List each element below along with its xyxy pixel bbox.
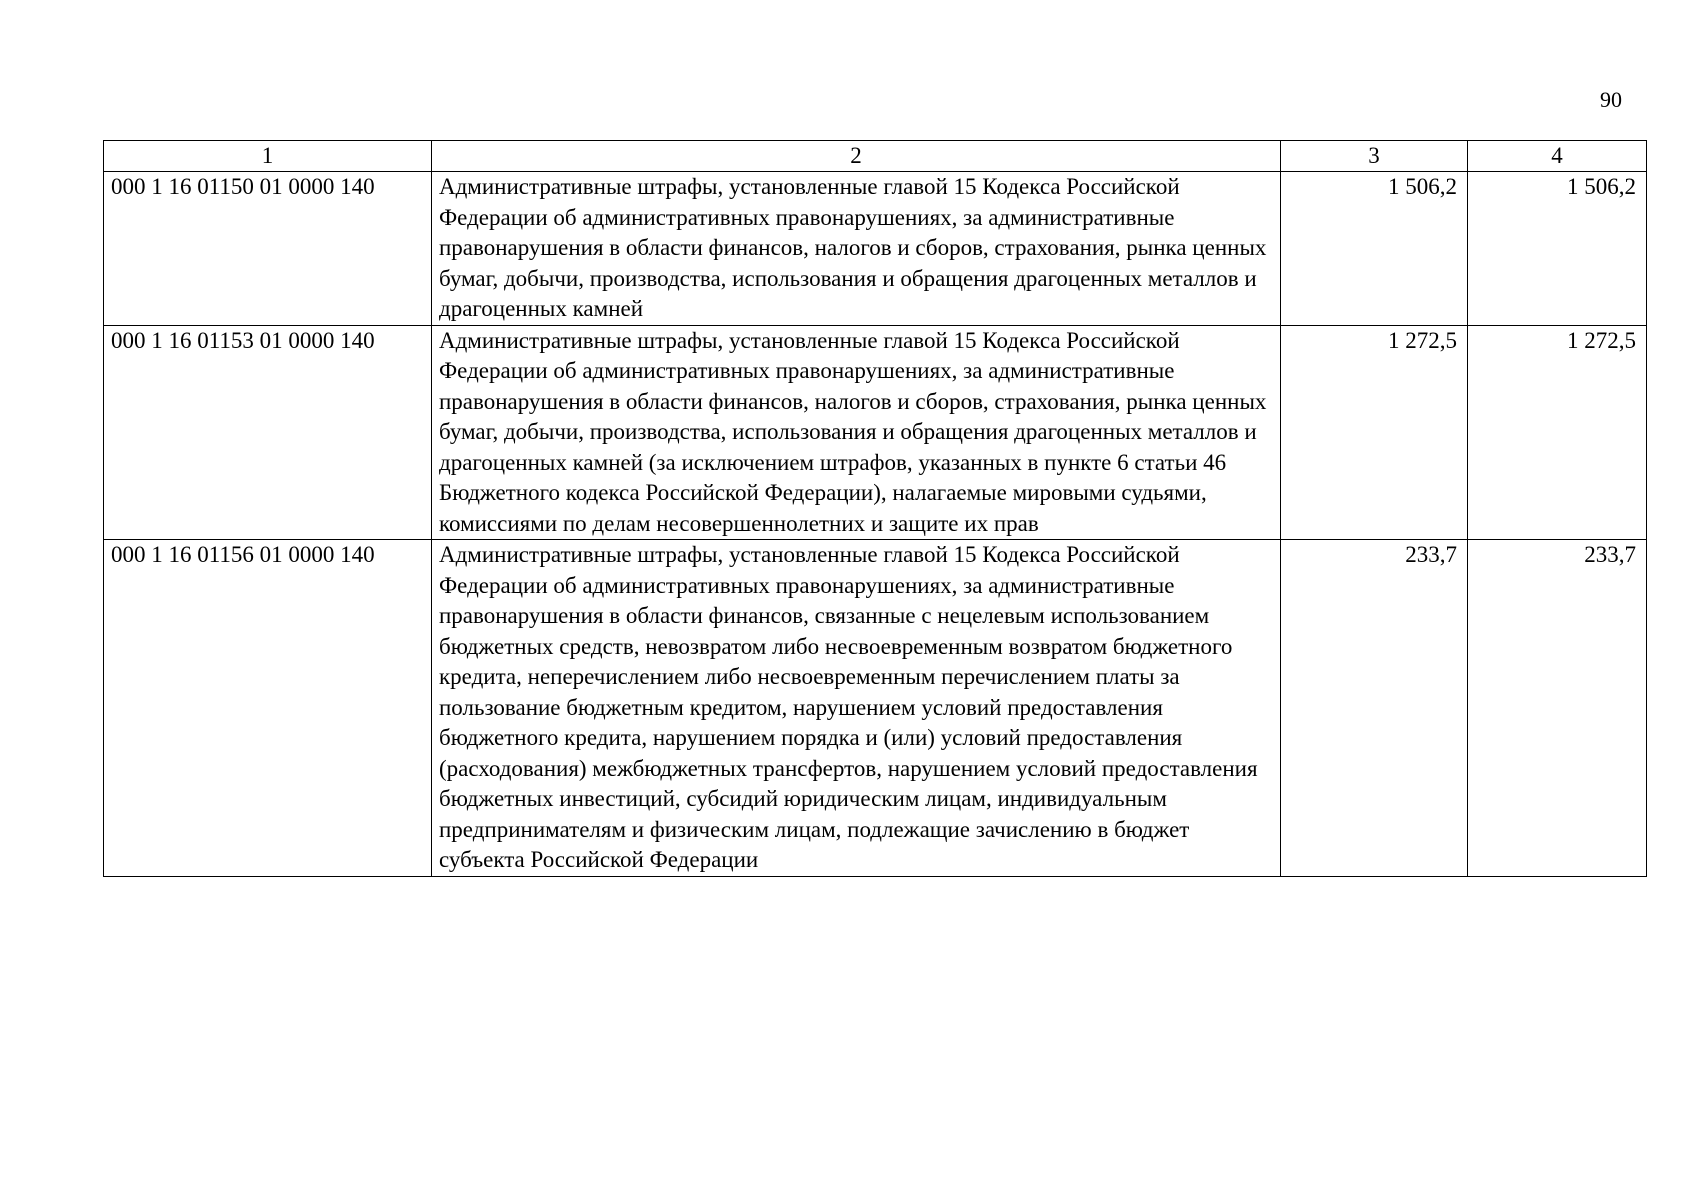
header-cell-name: 2 [432,141,1281,172]
header-cell-code: 1 [104,141,432,172]
revenue-name-cell: Административные штрафы, установленные главой 15 Кодекса Российской Федерации об административных правонарушениях, за административные правонарушения в области финансов, связанные с нецелевым использованием бюджетных средств, невозвратом либо несвоевременным возвратом бюджетного кредита, неперечислением либо несвоевременным перечислением платы за пользование бюджетным кредитом, нарушением условий предоставления бюджетного кредита, нарушением порядка и (или) условий предоставления (расходования) межбюджетных трансфертов, нарушением условий предоставления бюджетных инвестиций, субсидий юридическим лицам, индивидуальным предпринимателям и физическим лицам, подлежащие зачислению в бюджет субъекта Российской Федерации [432,540,1281,877]
value-column-3-cell: 1 272,5 [1281,325,1468,540]
budget-table [103,140,1647,877]
table-row [104,325,1647,540]
header-cell-value3: 3 [1281,141,1468,172]
table-header [104,141,1647,172]
value-column-4-cell: 1 506,2 [1468,172,1647,326]
table-row [104,540,1647,877]
value-column-4-cell: 1 272,5 [1468,325,1647,540]
value-column-3-cell: 1 506,2 [1281,172,1468,326]
header-row [104,141,1647,172]
value-column-4-cell: 233,7 [1468,540,1647,877]
table-body [104,172,1647,877]
budget-code-cell: 000 1 16 01156 01 0000 140 [104,540,432,877]
budget-code-cell: 000 1 16 01150 01 0000 140 [104,172,432,326]
revenue-name-cell: Административные штрафы, установленные главой 15 Кодекса Российской Федерации об административных правонарушениях, за административные правонарушения в области финансов, налогов и сборов, страхования, рынка ценных бумаг, добычи, производства, использования и обращения драгоценных металлов и драгоценных камней (за исключением штрафов, указанных в пункте 6 статьи 46 Бюджетного кодекса Российской Федерации), налагаемые мировыми судьями, комиссиями по делам несовершеннолетних и защите их прав [432,325,1281,540]
budget-code-cell: 000 1 16 01153 01 0000 140 [104,325,432,540]
header-cell-value4: 4 [1468,141,1647,172]
page-number: 90 [1600,87,1622,112]
table-row [104,172,1647,326]
revenue-name-cell: Административные штрафы, установленные главой 15 Кодекса Российской Федерации об административных правонарушениях, за административные правонарушения в области финансов, налогов и сборов, страхования, рынка ценных бумаг, добычи, производства, использования и обращения драгоценных металлов и драгоценных камней [432,172,1281,326]
value-column-3-cell: 233,7 [1281,540,1468,877]
